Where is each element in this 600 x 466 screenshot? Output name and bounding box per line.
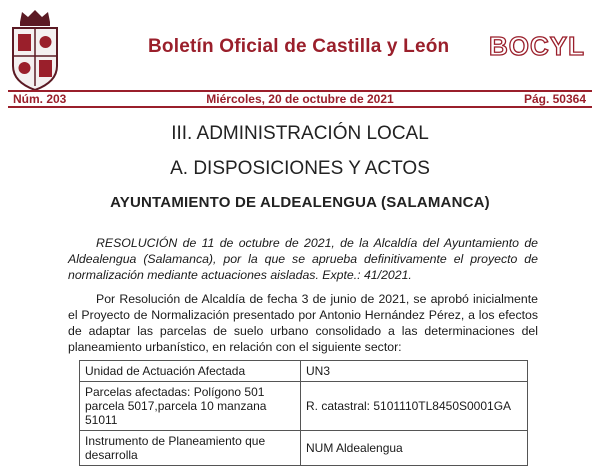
table-cell-value: UN3 — [301, 361, 528, 382]
issuing-body: AYUNTAMIENTO DE ALDEALENGUA (SALAMANCA) — [110, 194, 490, 211]
table-cell-value: NUM Aldealengua — [301, 431, 528, 466]
table-cell-label — [80, 382, 301, 431]
page-number: Pág. 50364 — [523, 92, 586, 106]
gazette-title: Boletín Oficial de Castilla y León — [148, 36, 450, 57]
gazette-abbr-logo — [482, 30, 592, 62]
sector-table — [79, 360, 528, 466]
table-cell-label: Unidad de Actuación Afectada — [80, 361, 301, 382]
coat-of-arms-icon — [8, 8, 62, 92]
body-paragraph: Por Resolución de Alcaldía de fecha 3 de junio de 2021, se aprobó inicialmente el Proyecto de Normalización presentado por Antonio Hernández Pérez, a los efectos de adaptar las parcelas de suelo urbano consolidado a las determinaciones del planeamiento urbanístico, en relación con el siguiente sector: — [68, 292, 538, 354]
subsection-title: A. DISPOSICIONES Y ACTOS — [170, 158, 430, 179]
table-row — [80, 431, 528, 466]
svg-text:BOCYL: BOCYL — [489, 31, 585, 61]
header-rule-bottom — [8, 106, 592, 108]
parcel-line-1: Parcelas afectadas: Polígono 501 — [85, 385, 265, 399]
table-cell-label: Instrumento de Planeamiento que desarrolla — [80, 431, 301, 466]
issue-number: Núm. 203 — [13, 92, 67, 106]
issue-date: Miércoles, 20 de octubre de 2021 — [206, 92, 394, 106]
table-row — [80, 382, 528, 431]
parcel-line-2: parcela 5017,parcela 10 manzana 51011 — [85, 399, 267, 427]
table-cell-value: R. catastral: 5101110TL8450S0001GA — [301, 382, 528, 431]
section-title: III. ADMINISTRACIÓN LOCAL — [171, 123, 429, 144]
resolution-text: RESOLUCIÓN de 11 de octubre de 2021, de la Alcaldía del Ayuntamiento de Aldealengua (Salamanca), por la que se aprueba definitivamente el proyecto de normalización mediante actuaciones aisladas. Expte.: 41/2021. — [68, 236, 538, 282]
table-row — [80, 361, 528, 382]
